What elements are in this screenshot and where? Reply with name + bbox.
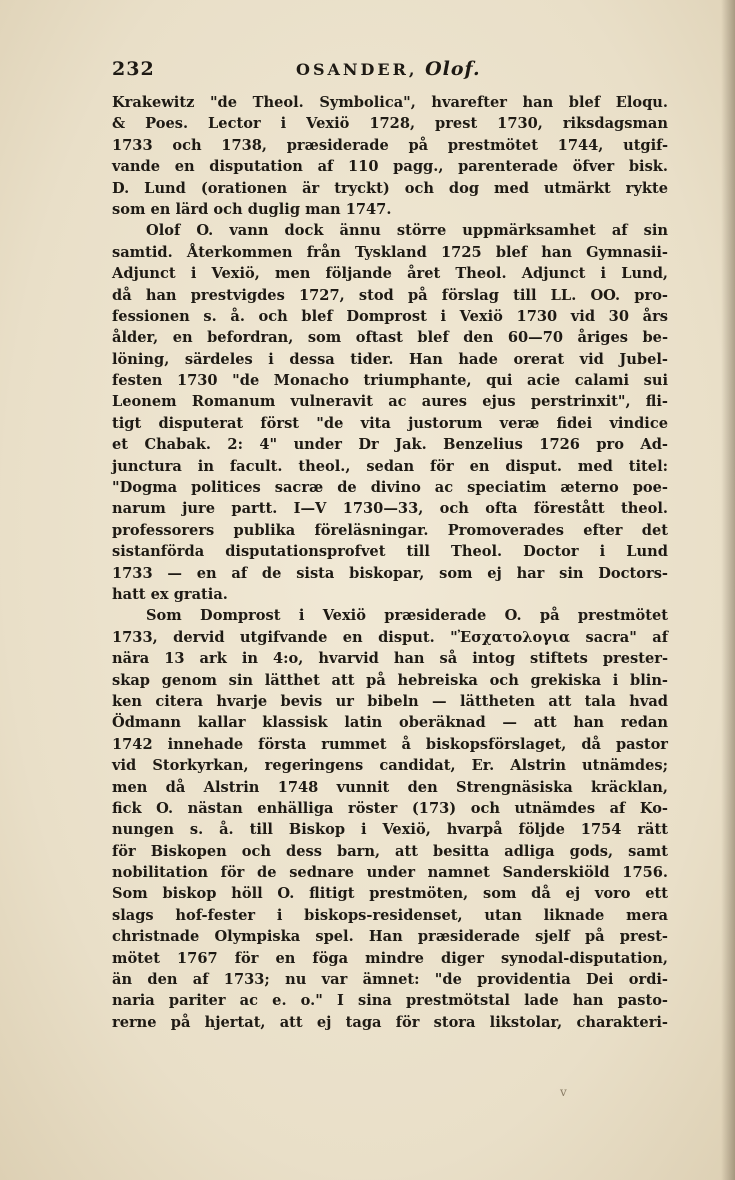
text-line: men då Alstrin 1748 vunnit den Strengnäsiska kräcklan, [112, 778, 668, 796]
body-text [112, 92, 668, 1033]
text-line: sistanförda disputationsprofvet till Theol. Doctor i Lund [112, 543, 668, 561]
text-line: för Biskopen och dess barn, att besitta adliga gods, samt [112, 842, 668, 860]
page-edge-shadow [721, 0, 735, 1180]
text-line: ålder, en befordran, som oftast blef den 60—70 åriges be- [112, 329, 668, 347]
text-line: mötet 1767 för en föga mindre diger synodal-disputation, [112, 949, 668, 967]
text-line: vid Storkyrkan, regeringens candidat, Er. Alstrin utnämdes; [112, 757, 668, 775]
text-line: nungen s. å. till Biskop i Vexiö, hvarpå följde 1754 rätt [112, 821, 668, 839]
text-line: hatt ex gratia. [112, 585, 228, 603]
paragraph-start-line: Olof O. vann dock ännu större uppmärksamhet af sin [146, 222, 668, 240]
text-line: professorers publika föreläsningar. Promoverades efter det [112, 521, 668, 539]
text-line: naria pariter ac e. o." I sina prestmötstal lade han pasto- [112, 992, 668, 1010]
running-head-surname: OSANDER, [296, 60, 418, 79]
text-line: junctura in facult. theol., sedan för en disput. med titel: [112, 457, 668, 475]
text-line: 1733, dervid utgifvande en disput. "Ἐσχατολογια sacra" af [112, 628, 668, 646]
text-line: ken citera hvarje bevis ur bibeln — lättheten att tala hvad [112, 692, 668, 710]
text-line: då han prestvigdes 1727, stod på förslag till LL. OO. pro- [112, 286, 668, 304]
margin-mark: v [560, 1085, 567, 1099]
text-line: Som biskop höll O. flitigt prestmöten, som då ej voro ett [112, 885, 668, 903]
text-line: löning, särdeles i dessa tider. Han hade orerat vid Jubel- [112, 350, 668, 368]
text-line: & Poes. Lector i Vexiö 1728, prest 1730, riksdagsman [112, 115, 668, 133]
text-line: nobilitation för de sednare under namnet Sanderskiöld 1756. [112, 864, 668, 882]
text-line: fessionen s. å. och blef Domprost i Vexiö 1730 vid 30 års [112, 307, 668, 325]
text-line: et Chabak. 2: 4" under Dr Jak. Benzelius 1726 pro Ad- [112, 436, 668, 454]
text-line: 1733 och 1738, præsiderade på prestmötet 1744, utgif- [112, 136, 668, 154]
text-line: christnade Olympiska spel. Han præsiderade sjelf på prest- [112, 928, 668, 946]
text-line: festen 1730 "de Monacho triumphante, qui acie calami sui [112, 372, 668, 390]
text-line: Adjunct i Vexiö, men följande året Theol. Adjunct i Lund, [112, 265, 668, 283]
text-line: tigt disputerat först "de vita justorum veræ fidei vindice [112, 414, 668, 432]
text-line: skap genom sin lätthet att på hebreiska och grekiska i blin- [112, 671, 668, 689]
text-line: "Dogma politices sacræ de divino ac speciatim æterno poe- [112, 479, 668, 497]
text-line: vande en disputation af 110 pagg., parenterade öfver bisk. [112, 158, 668, 176]
text-line: Krakewitz "de Theol. Symbolica", hvarefter han blef Eloqu. [112, 94, 668, 111]
running-head-given-name: Olof. [425, 58, 481, 80]
text-line: rerne på hjertat, att ej taga för stora likstolar, charakteri- [112, 1013, 668, 1031]
text-line: fick O. nästan enhälliga röster (173) och utnämdes af Ko- [112, 799, 668, 817]
text-line: 1742 innehade första rummet å biskopsförslaget, då pastor [112, 735, 668, 753]
text-line: än den af 1733; nu var ämnet: "de providentia Dei ordi- [112, 971, 668, 989]
running-head [296, 58, 481, 80]
text-line: D. Lund (orationen är tryckt) och dog med utmärkt rykte [112, 179, 668, 197]
text-line: nära 13 ark in 4:o, hvarvid han så intog stiftets prester- [112, 650, 668, 668]
text-line: slags hof-fester i biskops-residenset, utan liknade mera [112, 906, 668, 924]
text-line: Leonem Romanum vulneravit ac aures ejus perstrinxit", fli- [112, 393, 668, 411]
text-line: narum jure partt. I—V 1730—33, och ofta förestått theol. [112, 500, 668, 518]
paragraph-start-line: Som Domprost i Vexiö præsiderade O. på prestmötet [146, 607, 668, 625]
text-line: samtid. Återkommen från Tyskland 1725 blef han Gymnasii- [112, 243, 668, 261]
text-line: Ödmann kallar klassisk latin oberäknad — att han redan [112, 714, 668, 732]
page-number: 232 [112, 58, 155, 80]
text-line: 1733 — en af de sista biskopar, som ej har sin Doctors- [112, 564, 668, 582]
text-line: som en lärd och duglig man 1747. [112, 200, 392, 218]
page-header [112, 58, 672, 90]
